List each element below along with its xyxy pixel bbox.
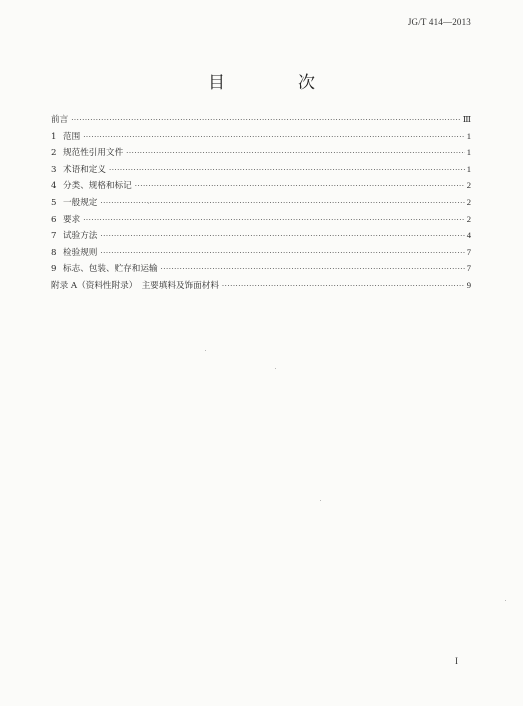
toc-entry-test-methods[interactable] [51, 227, 471, 244]
page-number: I [455, 656, 458, 666]
toc-entry-inspection-rules[interactable] [51, 244, 471, 261]
toc-entry-label: 规范性引用文件 [63, 148, 124, 159]
scan-speck [148, 203, 149, 204]
toc-entry-label: 前言 [51, 115, 69, 125]
toc-entry-number: 7 [51, 231, 57, 242]
toc-leader-dots [83, 212, 465, 229]
toc-entry-foreword[interactable] [51, 111, 471, 128]
toc-entry-marking-packaging[interactable] [51, 260, 471, 277]
toc-entry-label: 术语和定义 [63, 164, 106, 175]
toc-entry-number: 4 [51, 181, 57, 192]
toc-entry-page: 2 [466, 180, 471, 191]
toc-entry-label: 试验方法 [63, 231, 98, 242]
toc-entry-page: 9 [466, 279, 471, 290]
toc-entry-number: 9 [51, 264, 57, 275]
toc-entry-terms-definitions[interactable] [51, 161, 471, 178]
toc-leader-dots [222, 278, 465, 295]
toc-entry-label: 检验规则 [63, 247, 98, 258]
scan-speck [275, 368, 276, 369]
toc-entry-page: 2 [466, 196, 471, 207]
toc-leader-dots [100, 245, 464, 262]
toc-leader-dots [83, 129, 465, 146]
toc-entry-page: 1 [466, 130, 471, 141]
toc-entry-number: 8 [51, 247, 57, 258]
scan-speck [205, 350, 206, 351]
toc-entry-number: 1 [51, 131, 57, 142]
toc-entry-classification[interactable] [51, 177, 471, 194]
toc-entry-page: Ⅲ [462, 114, 471, 124]
toc-entry-page: 1 [466, 163, 471, 174]
table-of-contents [51, 111, 471, 294]
toc-entry-page: 1 [466, 147, 471, 158]
toc-leader-dots [135, 178, 465, 195]
standard-code: JG/T 414—2013 [407, 17, 471, 27]
toc-entry-requirements[interactable] [51, 211, 471, 228]
toc-entry-page: 2 [466, 213, 471, 224]
toc-entry-label: 附录 A（资料性附录） 主要填料及饰面材料 [51, 280, 219, 291]
toc-entry-label: 一般规定 [63, 197, 98, 208]
toc-entry-label: 标志、包装、贮存和运输 [63, 264, 158, 275]
toc-entry-label: 分类、规格和标记 [63, 181, 132, 192]
toc-leader-dots [100, 228, 464, 245]
toc-entry-number: 6 [51, 214, 57, 225]
toc-entry-number: 2 [51, 148, 57, 159]
toc-entry-normative-references[interactable] [51, 144, 471, 161]
scan-speck [320, 500, 321, 501]
toc-entry-label: 要求 [63, 214, 81, 225]
toc-entry-label: 范围 [63, 131, 81, 142]
toc-entry-page: 7 [466, 263, 471, 274]
toc-leader-dots [126, 145, 465, 162]
toc-entry-appendix-a[interactable] [51, 277, 471, 294]
toc-entry-page: 7 [466, 246, 471, 257]
toc-leader-dots [71, 112, 461, 129]
toc-entry-page: 4 [466, 230, 471, 241]
toc-leader-dots [109, 162, 465, 179]
toc-leader-dots [161, 261, 465, 278]
toc-entry-general-provisions[interactable] [51, 194, 471, 211]
toc-entry-scope[interactable] [51, 128, 471, 145]
toc-entry-number: 5 [51, 197, 57, 208]
scan-speck [505, 600, 506, 601]
toc-entry-number: 3 [51, 164, 57, 175]
toc-leader-dots [100, 195, 464, 212]
page-title: 目 次 [208, 73, 343, 93]
